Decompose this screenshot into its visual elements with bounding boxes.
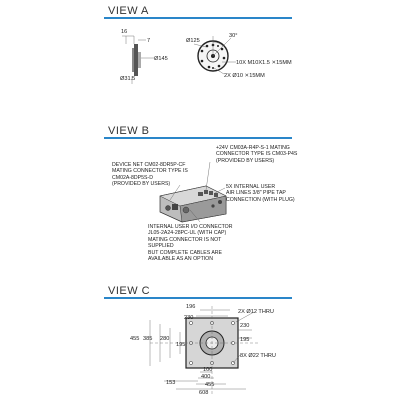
note-air-line: 5X INTERNAL USER [226,184,276,190]
view-c-rule [104,297,292,299]
dim-195-left: 195 [176,342,186,348]
view-b-housing [160,186,226,222]
dim-230-right: 230 [240,323,250,329]
dim-196: 196 [186,304,196,310]
note-12-thru: 2X Ø12 THRU [238,309,274,315]
dim-195-right: 195 [240,337,250,343]
dim-125: Ø125 [186,38,200,44]
note-devicenet-line: DEVICE NET CM02-8DR5P-CF [112,162,186,168]
note-22-thru: 8X Ø22 THRU [240,353,276,359]
note-devicenet [112,162,194,188]
note-devicenet-line: MATING CONNECTOR TYPE IS [112,168,188,175]
note-m10: 10X M10X1.5 ⨯15MM [236,60,292,66]
note-power [216,145,304,164]
dim-608: 608 [199,390,209,396]
note-air-line: AIR LINES 3/8" PIPE TAP [226,190,286,197]
dim-7: 7 [147,38,151,44]
note-power-line: (PROVIDED BY USERS) [216,157,275,164]
note-devicenet-line: CM02A-8DP5S-D [112,174,153,181]
note-power-line: CONNECTOR TYPE IS CM03-P4S [216,151,298,158]
note-air-line: CONNECTION (WITH PLUG) [226,196,295,203]
note-io-line: MATING CONNECTOR IS NOT SUPPLIED [148,236,222,250]
note-air [226,184,310,203]
dim-385: 385 [143,336,153,342]
dim-145: Ø145 [154,56,168,62]
dim-230-top: 230 [184,315,194,321]
note-power-line: +24V CM03A-R4P-S-1 MATING [216,145,290,151]
dim-280: 280 [160,336,170,342]
note-io-line: INTERNAL USER I/O CONNECTOR [148,224,233,230]
view-b-rule [104,137,292,139]
note-d10: 2X Ø10 ⨯15MM [224,73,265,79]
dim-153: 153 [166,380,176,386]
note-io [148,224,248,262]
view-c-title: VIEW C [108,285,151,297]
view-a-flange-face [194,36,236,74]
note-io-line: AVAILABLE AS AN OPTION [148,256,213,263]
dim-100: 100 [203,367,213,373]
note-devicenet-line: (PROVIDED BY USERS) [112,181,171,188]
dim-455-bottom: 455 [205,382,215,388]
note-io-line: BUT COMPLETE CABLES ARE [148,249,222,256]
dim-315: Ø31.5 [120,76,136,82]
dim-400: 400 [201,374,211,380]
dim-16: 16 [121,29,128,35]
view-a-title: VIEW A [108,5,149,17]
view-b-title: VIEW B [108,125,150,137]
dim-455: 455 [130,336,140,342]
note-io-line: JL05-2A24-28PC-UL (WITH CAP) [148,230,227,237]
dim-angle: 30° [229,33,238,39]
